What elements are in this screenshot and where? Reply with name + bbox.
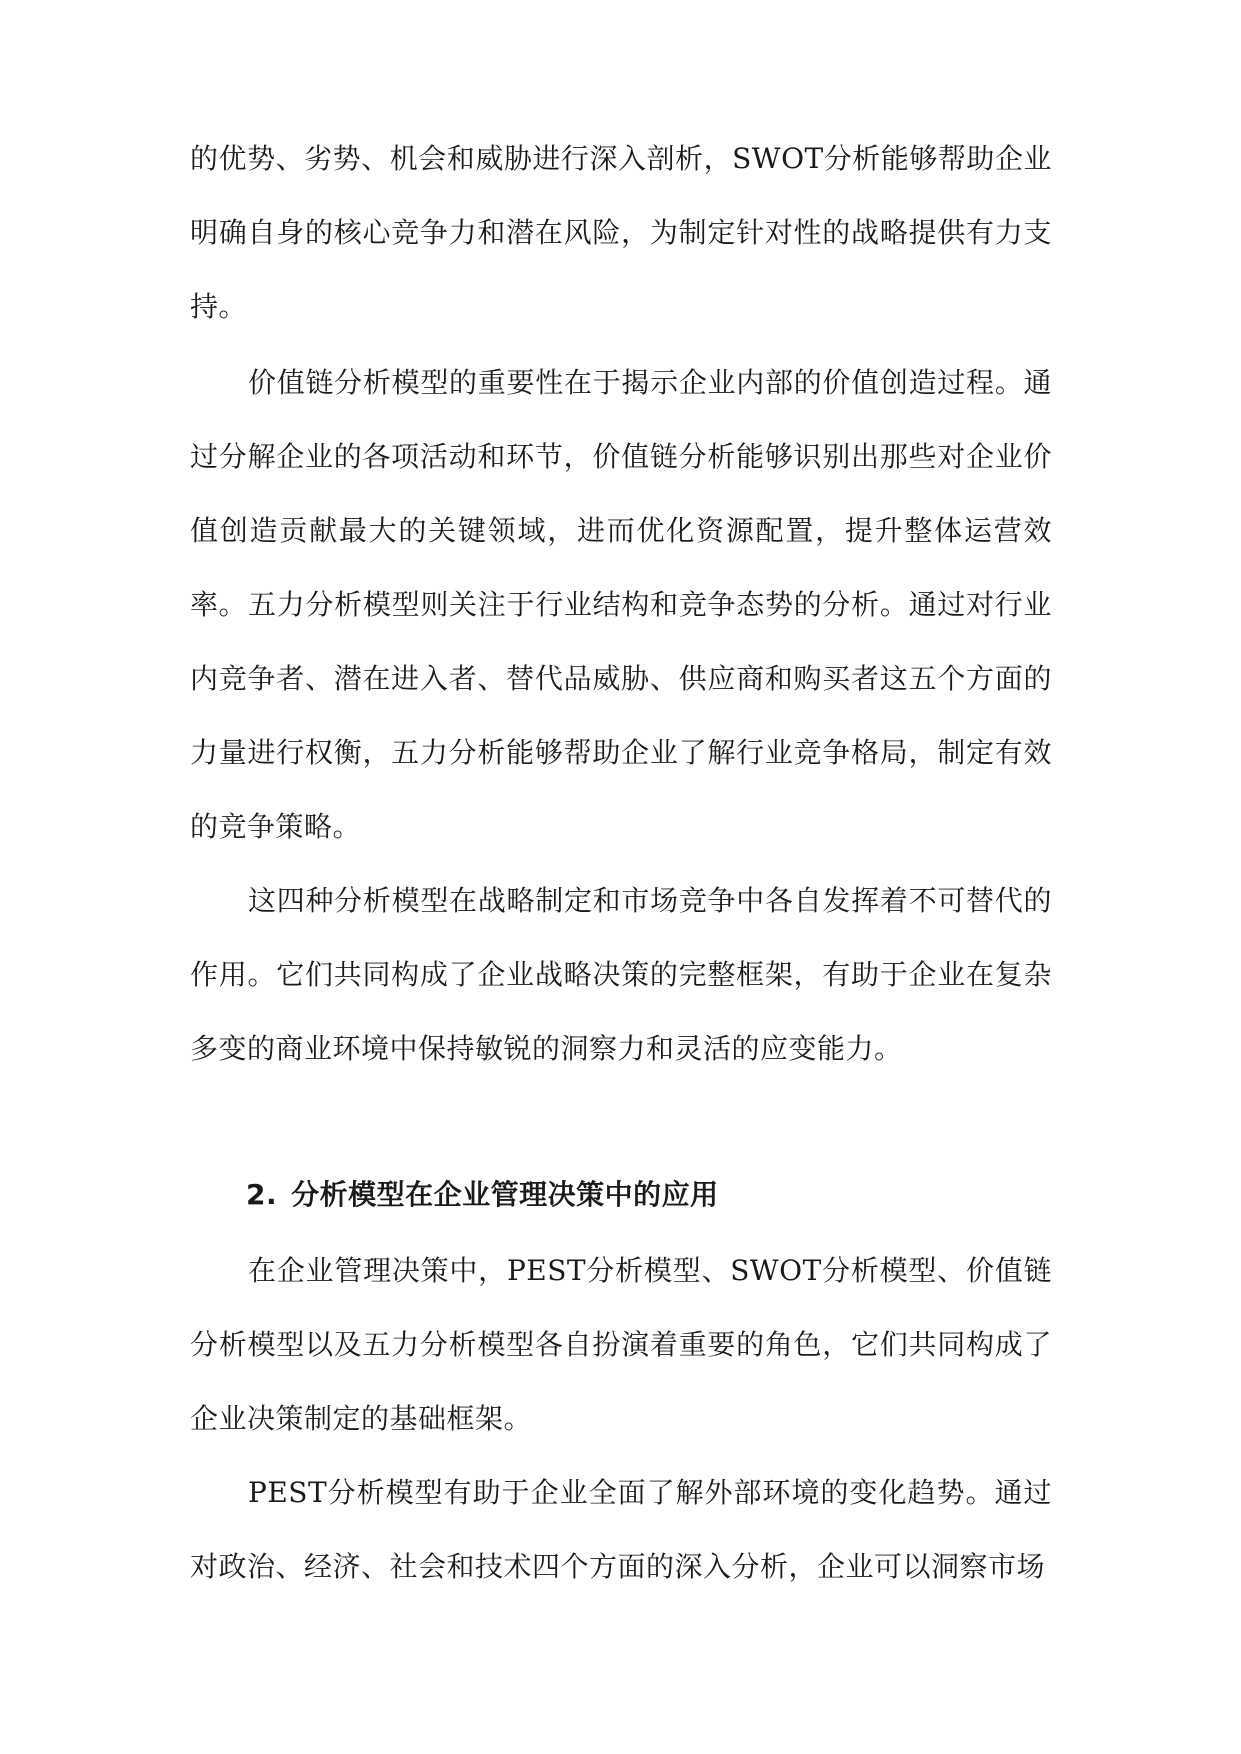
- section-title: 分析模型在企业管理决策中的应用: [291, 1178, 719, 1211]
- paragraph-five-forces: 五力分析模型则关注于行业结构和竞争态势的分析。通过对行业内竞争者、潜在进入者、替代品威胁、供应商和购买者这五个方面的力量进行权衡，五力分析能够帮助企业了解行业竞争格局，制定有效的竞争策略。: [190, 588, 1052, 843]
- paragraph-value-chain: 价值链分析模型的重要性在于揭示企业内部的价值创造过程。通过分解企业的各项活动和环节，价值链分析能够识别出那些对企业价值创造贡献最大的关键领域，进而优化资源配置，提升整体运营效率。: [190, 366, 1052, 621]
- section-number: 2.: [246, 1178, 278, 1211]
- paragraph-swot-continuation: 的优势、劣势、机会和威胁进行深入剖析，SWOT分析能够帮助企业明确自身的核心竞争力和潜在风险，为制定针对性的战略提供有力支持。: [190, 142, 1052, 323]
- paragraph-pest: PEST分析模型有助于企业全面了解外部环境的变化趋势。通过对政治、经济、社会和技术四个方面的深入分析，企业可以洞察市场: [190, 1476, 1052, 1583]
- section-heading: [246, 1158, 719, 1232]
- paragraph-four-models-summary: 这四种分析模型在战略制定和市场竞争中各自发挥着不可替代的作用。它们共同构成了企业战略决策的完整框架，有助于企业在复杂多变的商业环境中保持敏锐的洞察力和灵活的应变能力。: [190, 884, 1052, 1065]
- paragraph-models-in-decision: 在企业管理决策中，PEST分析模型、SWOT分析模型、价值链分析模型以及五力分析模型各自扮演着重要的角色，它们共同构成了企业决策制定的基础框架。: [190, 1254, 1052, 1435]
